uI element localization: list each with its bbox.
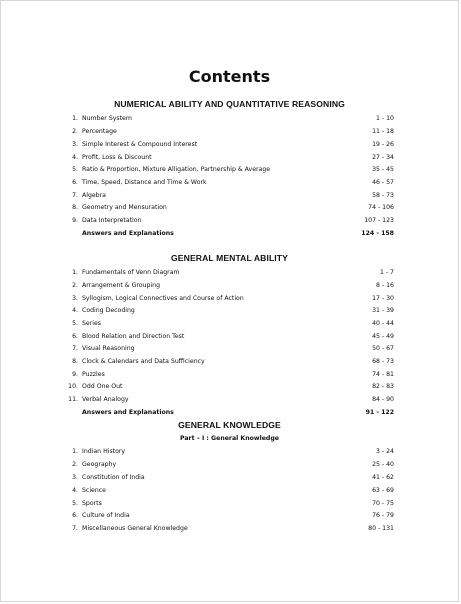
toc-row — [61, 202, 394, 213]
toc-pages: 46 - 57 — [372, 179, 394, 186]
toc-label: Sports — [82, 500, 102, 507]
toc-pages: 17 - 30 — [372, 295, 394, 302]
toc-number: 7. — [72, 345, 78, 352]
toc-pages: 82 - 83 — [372, 383, 394, 390]
toc-pages: 1 - 10 — [376, 115, 394, 122]
toc-label: Coding Decoding — [82, 307, 135, 314]
toc-pages: 8 - 16 — [376, 282, 394, 289]
toc-pages: 1 - 7 — [379, 269, 394, 276]
toc-pages: 45 - 49 — [372, 333, 394, 340]
toc-row — [61, 267, 394, 278]
toc-pages: 41 - 62 — [372, 474, 394, 481]
toc-label: Culture of India — [82, 512, 130, 519]
section-heading-numerical: NUMERICAL ABILITY AND QUANTITATIVE REASONING — [114, 99, 345, 109]
toc-row — [61, 356, 394, 367]
toc-row — [61, 510, 394, 521]
toc-pages: 50 - 67 — [372, 345, 394, 352]
toc-row — [61, 381, 394, 392]
toc-number: 4. — [72, 307, 78, 314]
toc-pages: 27 - 34 — [372, 154, 394, 161]
toc-pages: 25 - 40 — [372, 461, 394, 468]
toc-number: 1. — [72, 115, 78, 122]
toc-number: 10. — [68, 383, 78, 390]
toc-number: 3. — [72, 474, 78, 481]
toc-row — [61, 113, 394, 124]
toc-label: Blood Relation and Direction Test — [82, 333, 185, 340]
toc-pages: 58 - 73 — [372, 192, 394, 199]
toc-answers-row — [61, 228, 394, 239]
toc-row — [61, 498, 394, 509]
toc-number: 3. — [72, 295, 78, 302]
toc-number: 11. — [68, 396, 78, 403]
toc-pages: 91 - 122 — [365, 409, 394, 416]
toc-label: Fundamentals of Venn Diagram — [82, 269, 180, 276]
toc-pages: 70 - 75 — [372, 500, 394, 507]
toc-row — [61, 523, 394, 534]
toc-row — [61, 190, 394, 201]
toc-number: 2. — [72, 461, 78, 468]
toc-row — [61, 331, 394, 342]
toc-label: Answers and Explanations — [82, 409, 174, 416]
toc-pages: 74 - 106 — [368, 204, 394, 211]
toc-pages: 68 - 73 — [372, 358, 394, 365]
toc-number: 7. — [72, 192, 78, 199]
toc-label: Indian History — [82, 448, 126, 455]
toc-number: 4. — [72, 154, 78, 161]
toc-label: Puzzles — [82, 371, 105, 378]
toc-row — [61, 318, 394, 329]
toc-label: Clock & Calendars and Data Sufficiency — [82, 358, 205, 365]
toc-pages: 76 - 79 — [372, 512, 394, 519]
toc-number: 2. — [72, 128, 78, 135]
toc-number: 7. — [72, 525, 78, 532]
toc-row — [61, 126, 394, 137]
toc-pages: 11 - 18 — [372, 128, 394, 135]
toc-pages: 3 - 24 — [376, 448, 394, 455]
toc-row — [61, 177, 394, 188]
toc-label: Data Interpretation — [82, 217, 142, 224]
page-title: Contents — [188, 67, 271, 86]
toc-number: 9. — [72, 371, 78, 378]
toc-number: 3. — [72, 141, 78, 148]
toc-label: Ratio & Proportion, Mixture Alligation, Partnership & Average — [82, 166, 271, 173]
toc-number: 5. — [72, 320, 78, 327]
toc-row — [61, 152, 394, 163]
toc-pages: 19 - 26 — [372, 141, 394, 148]
toc-label: Geography — [82, 461, 117, 468]
toc-number: 8. — [72, 358, 78, 365]
toc-number: 4. — [72, 487, 78, 494]
toc-pages: 40 - 44 — [372, 320, 394, 327]
toc-label: Percentage — [82, 128, 117, 135]
section-heading-mental-ability: GENERAL MENTAL ABILITY — [171, 253, 288, 263]
toc-label: Series — [82, 320, 102, 327]
toc-label: Arrangement & Grouping — [82, 282, 161, 289]
toc-label: Syllogism, Logical Connectives and Course of Action — [82, 295, 244, 302]
toc-row — [61, 139, 394, 150]
toc-label: Profit, Loss & Discount — [82, 154, 152, 161]
toc-row — [61, 472, 394, 483]
toc-row — [61, 164, 394, 175]
toc-answers-row — [61, 407, 394, 418]
toc-label: Geometry and Mensuration — [82, 204, 167, 211]
toc-row — [61, 215, 394, 226]
toc-row — [61, 485, 394, 496]
toc-pages: 107 - 123 — [364, 217, 394, 224]
toc-row — [61, 280, 394, 291]
section-heading-general-knowledge: GENERAL KNOWLEDGE — [178, 420, 281, 430]
toc-pages: 124 - 158 — [361, 230, 394, 237]
toc-label: Verbal Analogy — [82, 396, 129, 403]
toc-pages: 31 - 39 — [372, 307, 394, 314]
toc-label: Science — [82, 487, 106, 494]
toc-row — [61, 369, 394, 380]
toc-number: 5. — [72, 500, 78, 507]
toc-row — [61, 459, 394, 470]
toc-row — [61, 293, 394, 304]
toc-row — [61, 394, 394, 405]
toc-row — [61, 446, 394, 457]
toc-label: Miscellaneous General Knowledge — [82, 525, 188, 532]
toc-label: Answers and Explanations — [82, 230, 174, 237]
toc-row — [61, 305, 394, 316]
toc-label: Time, Speed, Distance and Time & Work — [82, 179, 207, 186]
toc-row — [61, 343, 394, 354]
toc-label: Constitution of India — [82, 474, 145, 481]
toc-number: 8. — [72, 204, 78, 211]
toc-pages: 80 - 131 — [368, 525, 394, 532]
toc-pages: 84 - 90 — [372, 396, 394, 403]
toc-pages: 63 - 69 — [372, 487, 394, 494]
toc-pages: 35 - 45 — [372, 166, 394, 173]
toc-number: 6. — [72, 179, 78, 186]
toc-label: Visual Reasoning — [82, 345, 135, 352]
toc-number: 2. — [72, 282, 78, 289]
toc-number: 6. — [72, 333, 78, 340]
toc-number: 1. — [72, 269, 78, 276]
toc-pages: 74 - 81 — [372, 371, 394, 378]
toc-number: 6. — [72, 512, 78, 519]
toc-label: Algebra — [82, 192, 106, 199]
toc-number: 9. — [72, 217, 78, 224]
toc-number: 1. — [72, 448, 78, 455]
toc-label: Simple Interest & Compound Interest — [82, 141, 198, 148]
section-subheading-part-one: Part – I : General Knowledge — [180, 435, 279, 442]
toc-label: Odd One Out — [82, 383, 123, 390]
toc-number: 5. — [72, 166, 78, 173]
toc-label: Number System — [82, 115, 132, 122]
